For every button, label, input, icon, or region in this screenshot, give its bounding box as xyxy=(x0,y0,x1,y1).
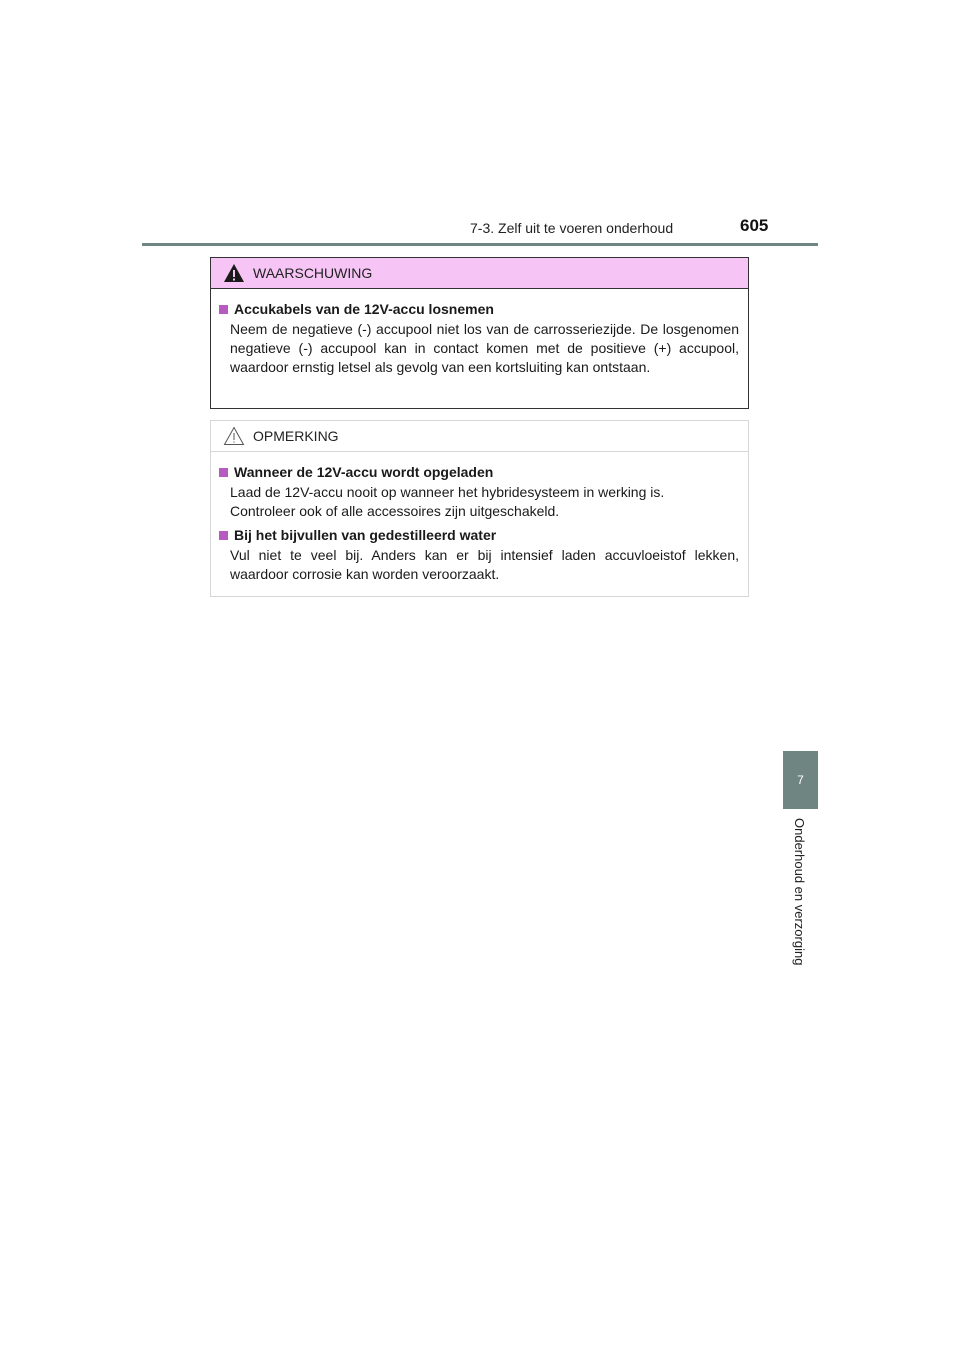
notice-label: OPMERKING xyxy=(253,428,339,444)
warning-triangle-icon xyxy=(223,263,245,283)
warning-body xyxy=(211,289,748,377)
notice-body xyxy=(211,452,748,584)
chapter-title: Onderhoud en verzorging xyxy=(792,818,807,966)
page-number: 605 xyxy=(740,216,769,235)
caution-triangle-outline-icon xyxy=(223,426,245,446)
notice-header xyxy=(211,421,748,452)
notice-box xyxy=(210,420,749,597)
warning-item-text: Neem de negatieve (-) accupool niet los van de carrosseriezijde. De losgenomen negatieve (-) accupool kan in contact komen met de positieve (+) accupool, waardoor ernstig letsel als gevolg van een kortsluiting kan ontstaan. xyxy=(230,321,739,375)
notice-item-1-heading: Wanneer de 12V-accu wordt opgeladen xyxy=(234,464,494,480)
warning-box xyxy=(210,257,749,409)
warning-header xyxy=(211,258,748,289)
notice-item-heading xyxy=(219,464,739,480)
warning-label: WAARSCHUWING xyxy=(253,265,373,281)
notice-item-1-line-1: Laad de 12V-accu nooit op wanneer het hybridesysteem in werking is. xyxy=(230,484,665,500)
notice-item-1-line-2: Controleer ook of alle accessoires zijn uitgeschakeld. xyxy=(230,503,560,519)
bullet-square-icon xyxy=(219,305,228,314)
notice-item-1-text xyxy=(219,483,739,521)
bullet-square-icon xyxy=(219,468,228,477)
bullet-square-icon xyxy=(219,531,228,540)
section-title: 7-3. Zelf uit te voeren onderhoud xyxy=(470,220,674,236)
header-rule xyxy=(142,243,818,246)
chapter-number: 7 xyxy=(797,773,804,787)
warning-item-heading xyxy=(219,301,739,317)
warning-item-heading-text: Accukabels van de 12V-accu losnemen xyxy=(234,301,494,317)
notice-item-2-text: Vul niet te veel bij. Anders kan er bij intensief laden accuvloeistof lekken, waardoor corrosie kan worden veroorzaakt. xyxy=(230,547,739,582)
notice-item-heading xyxy=(219,527,739,543)
chapter-tab xyxy=(783,751,818,809)
notice-item-2-heading: Bij het bijvullen van gedestilleerd water xyxy=(234,527,497,543)
